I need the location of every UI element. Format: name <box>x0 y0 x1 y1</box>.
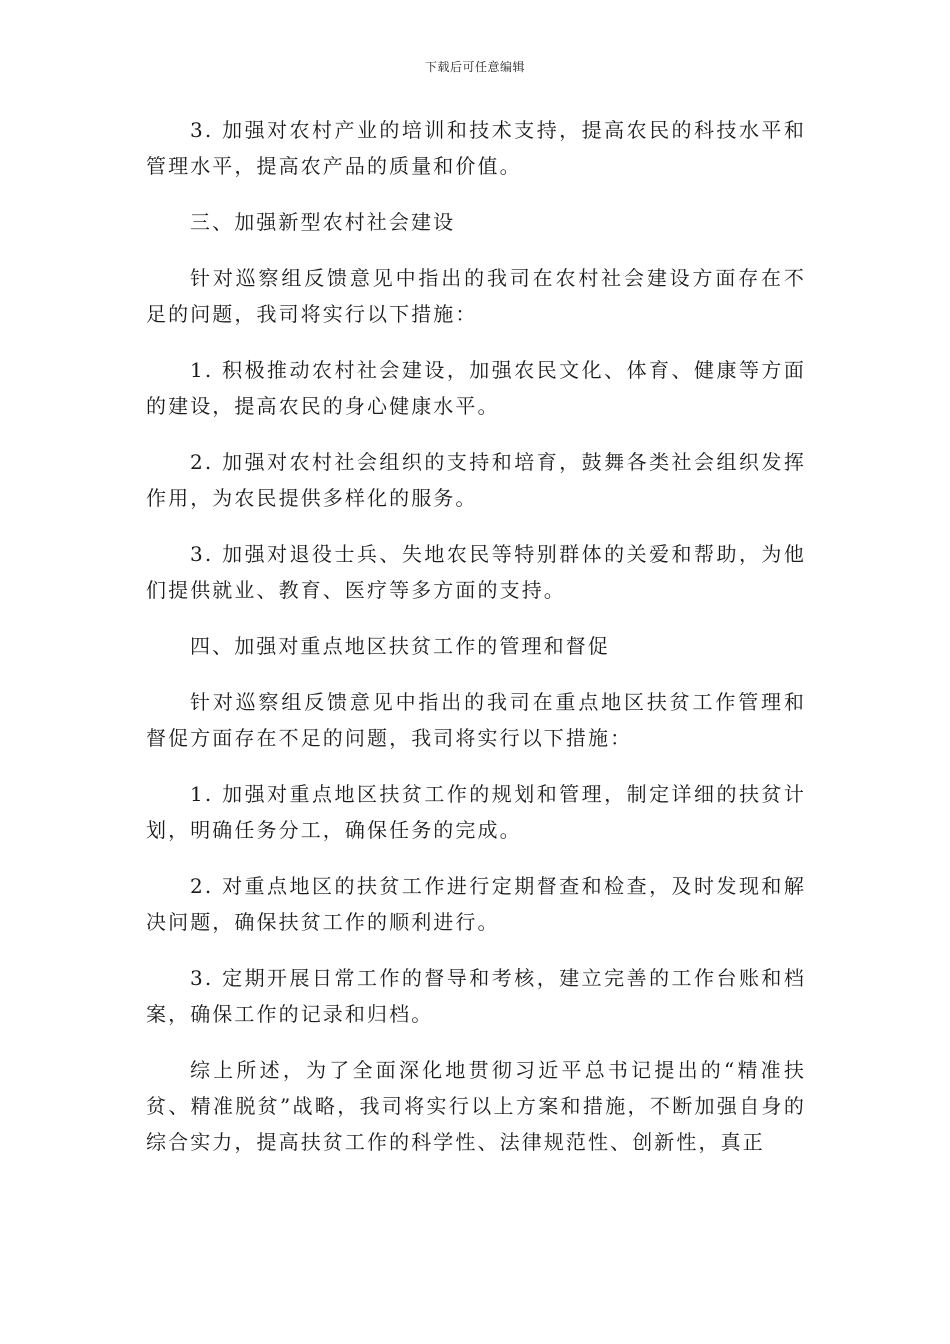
section-heading-3: 三、加强新型农村社会建设 <box>190 210 456 234</box>
page-header: 下载后可任意编辑 <box>424 60 525 74</box>
paragraph-4: 1. 积极推动农村社会建设，加强农民文化、体育、健康等方面的建设，提高农民的身心健康水平。 <box>146 358 806 418</box>
paragraph-8: 针对巡察组反馈意见中指出的我司在重点地区扶贫工作管理和督促方面存在不足的问题，我司将实行以下措施： <box>146 690 806 750</box>
paragraph-12: 综上所述，为了全面深化地贯彻习近平总书记提出的“精准扶贫、精准脱贫”战略，我司将实行以上方案和措施，不断加强自身的综合实力，提高扶贫工作的科学性、法律规范性、创新性，真正 <box>146 1058 806 1154</box>
paragraph-6: 3. 加强对退役士兵、失地农民等特别群体的关爱和帮助，为他们提供就业、教育、医疗等多方面的支持。 <box>146 542 806 602</box>
paragraph-9: 1. 加强对重点地区扶贫工作的规划和管理，制定详细的扶贫计划，明确任务分工，确保任务的完成。 <box>146 782 806 842</box>
paragraph-5: 2. 加强对农村社会组织的支持和培育，鼓舞各类社会组织发挥作用，为农民提供多样化的服务。 <box>146 450 806 510</box>
document-body <box>146 112 806 1180</box>
paragraph-1: 3. 加强对农村产业的培训和技术支持，提高农民的科技水平和管理水平，提高农产品的质量和价值。 <box>146 118 806 178</box>
paragraph-11: 3. 定期开展日常工作的督导和考核，建立完善的工作台账和档案，确保工作的记录和归档。 <box>146 966 806 1026</box>
paragraph-10: 2. 对重点地区的扶贫工作进行定期督查和检查，及时发现和解决问题，确保扶贫工作的顺利进行。 <box>146 874 806 934</box>
paragraph-3: 针对巡察组反馈意见中指出的我司在农村社会建设方面存在不足的问题，我司将实行以下措施： <box>146 266 806 326</box>
section-heading-4: 四、加强对重点地区扶贫工作的管理和督促 <box>190 634 610 658</box>
